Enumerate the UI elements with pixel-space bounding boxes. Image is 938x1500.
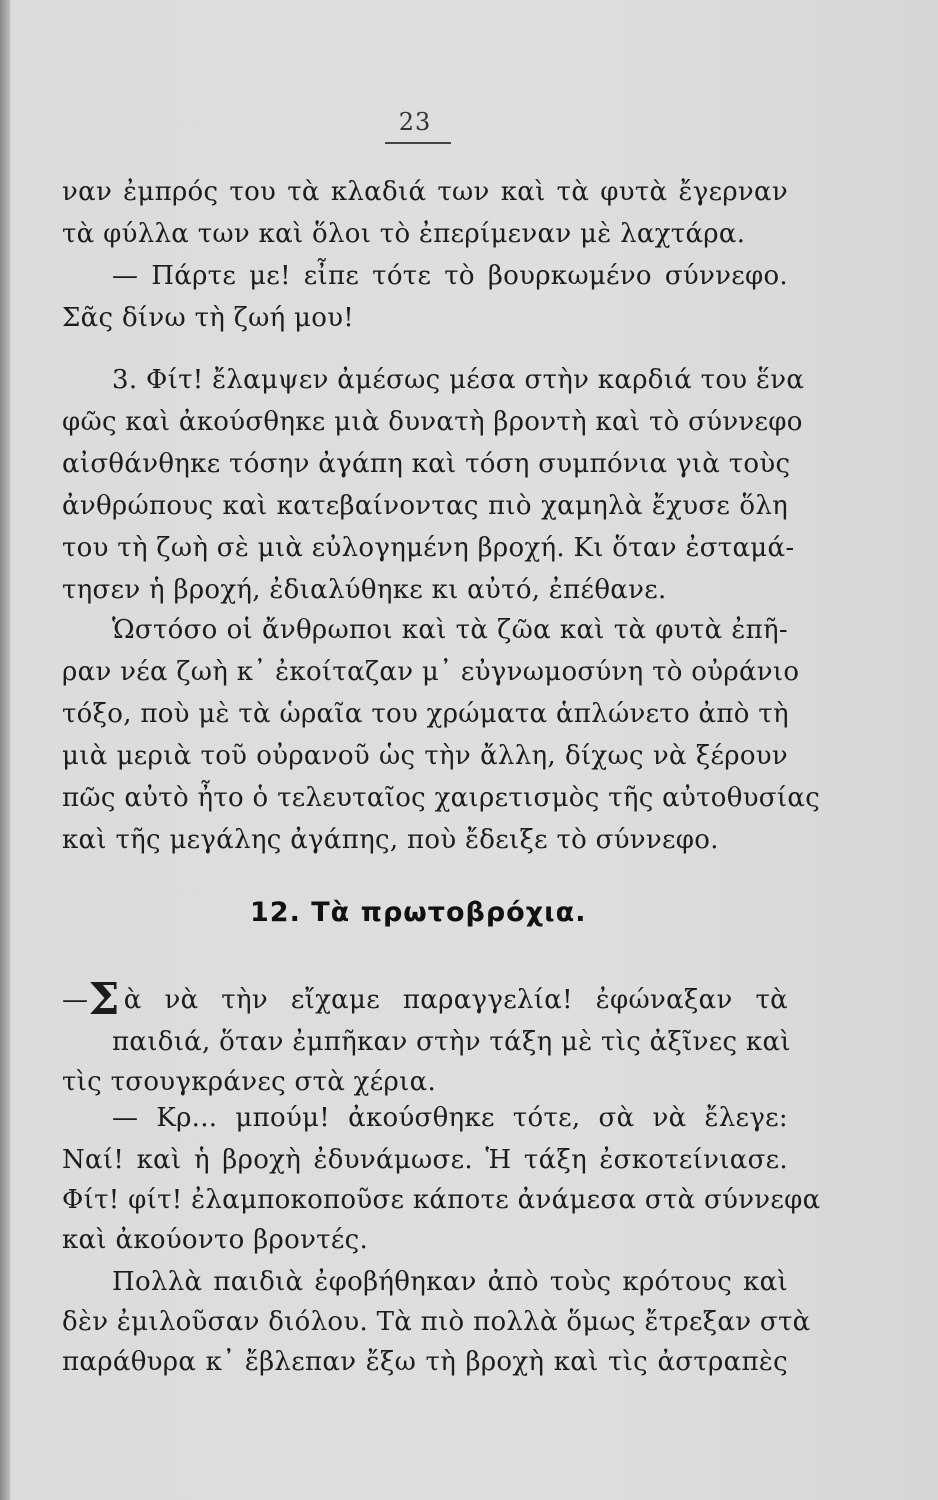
text-line: μιὰ μεριὰ τοῦ οὐρανοῦ ὡς τὴν ἄλλη, δίχως νὰ ξέρουν xyxy=(62,741,788,771)
text-line: — Πάρτε με! εἶπε τότε τὸ βουρκωμένο σύννεφο. xyxy=(112,261,788,291)
dash: — xyxy=(62,985,89,1015)
text-line: ραν νέα ζωὴ κ᾽ ἐκοίταζαν μ᾽ εὐγνωμοσύνη τὸ οὐράνιο xyxy=(62,657,800,687)
text-line: Ὡστόσο οἱ ἄνθρωποι καὶ τὰ ζῶα καὶ τὰ φυτὰ ἐπῆ- xyxy=(112,615,788,645)
text-line: Σᾶς δίνω τὴ ζωή μου! xyxy=(62,303,355,333)
text-line: καὶ τῆς μεγάλης ἀγάπης, ποὺ ἔδειξε τὸ σύννεφο. xyxy=(62,825,719,855)
text-line: παράθυρα κ᾽ ἔβλεπαν ἔξω τὴ βροχὴ καὶ τὶς ἀστραπὲς xyxy=(62,1347,788,1377)
text-line: Ναί! καὶ ἡ βροχὴ ἐδυνάμωσε. Ἡ τάξη ἐσκοτείνιασε. xyxy=(62,1145,788,1175)
text-line: καὶ ἀκούοντο βροντές. xyxy=(62,1225,369,1255)
text-line: δὲν ἐμιλοῦσαν διόλου. Τὰ πιὸ πολλὰ ὅμως ἔτρεξαν στὰ xyxy=(62,1307,811,1337)
text-line: πῶς αὐτὸ ἦτο ὁ τελευταῖος χαιρετισμὸς τῆς αὐτοθυσίας xyxy=(62,783,821,813)
text-line: τόξο, ποὺ μὲ τὰ ὡραῖα του χρώματα ἁπλώνετο ἀπὸ τὴ xyxy=(62,699,789,729)
text-line: φῶς καὶ ἀκούσθηκε μιὰ δυνατὴ βροντὴ καὶ τὸ σύννεφο xyxy=(62,407,803,437)
text-line: 3. Φίτ! ἔλαμψεν ἀμέσως μέσα στὴν καρδιά του ἕνα xyxy=(112,365,805,395)
text-line: τὶς τσουγκράνες στὰ χέρια. xyxy=(62,1067,437,1097)
text-line: Πολλὰ παιδιὰ ἐφοβήθηκαν ἀπὸ τοὺς κρότους καὶ xyxy=(112,1267,788,1297)
book-spine-shadow xyxy=(0,0,10,1500)
text-line: ναν ἐμπρός του τὰ κλαδιά των καὶ τὰ φυτὰ ἔγερναν xyxy=(62,177,788,207)
page-number-underline xyxy=(385,142,451,144)
text-line: αἰσθάνθηκε τόσην ἀγάπη καὶ τόση συμπόνια γιὰ τοὺς xyxy=(62,449,791,479)
page-number: 23 xyxy=(398,108,432,136)
drop-cap-letter: Σ xyxy=(88,974,120,1025)
text-line: ἀνθρώπους καὶ κατεβαίνοντας πιὸ χαμηλὰ ἔχυσε ὅλη xyxy=(62,491,788,521)
section-first-line xyxy=(62,974,788,1025)
text-line: τὰ φύλλα των καὶ ὅλοι τὸ ἐπερίμεναν μὲ λαχτάρα. xyxy=(62,219,746,249)
section-heading: 12. Τὰ πρωτοβρόχια. xyxy=(250,897,587,928)
text-line: — Κρ... μπούμ! ἀκούσθηκε τότε, σὰ νὰ ἔλεγε: xyxy=(112,1103,788,1133)
text-line: Φίτ! φίτ! ἐλαμποκοποῦσε κάποτε ἀνάμεσα στὰ σύννεφα xyxy=(62,1185,821,1215)
text-line: παιδιά, ὅταν ἐμπῆκαν στὴν τάξη μὲ τὶς ἀξῖνες καὶ xyxy=(112,1027,791,1057)
text-line: τησεν ἡ βροχή, ἐδιαλύθηκε κι αὐτό, ἐπέθανε. xyxy=(62,575,667,605)
text-line: του τὴ ζωὴ σὲ μιὰ εὐλογημένη βροχή. Κι ὅταν ἐσταμά- xyxy=(62,533,795,563)
first-line-rest: ὰ νὰ τὴν εἴχαμε παραγγελία! ἐφώναξαν τὰ xyxy=(123,985,788,1015)
